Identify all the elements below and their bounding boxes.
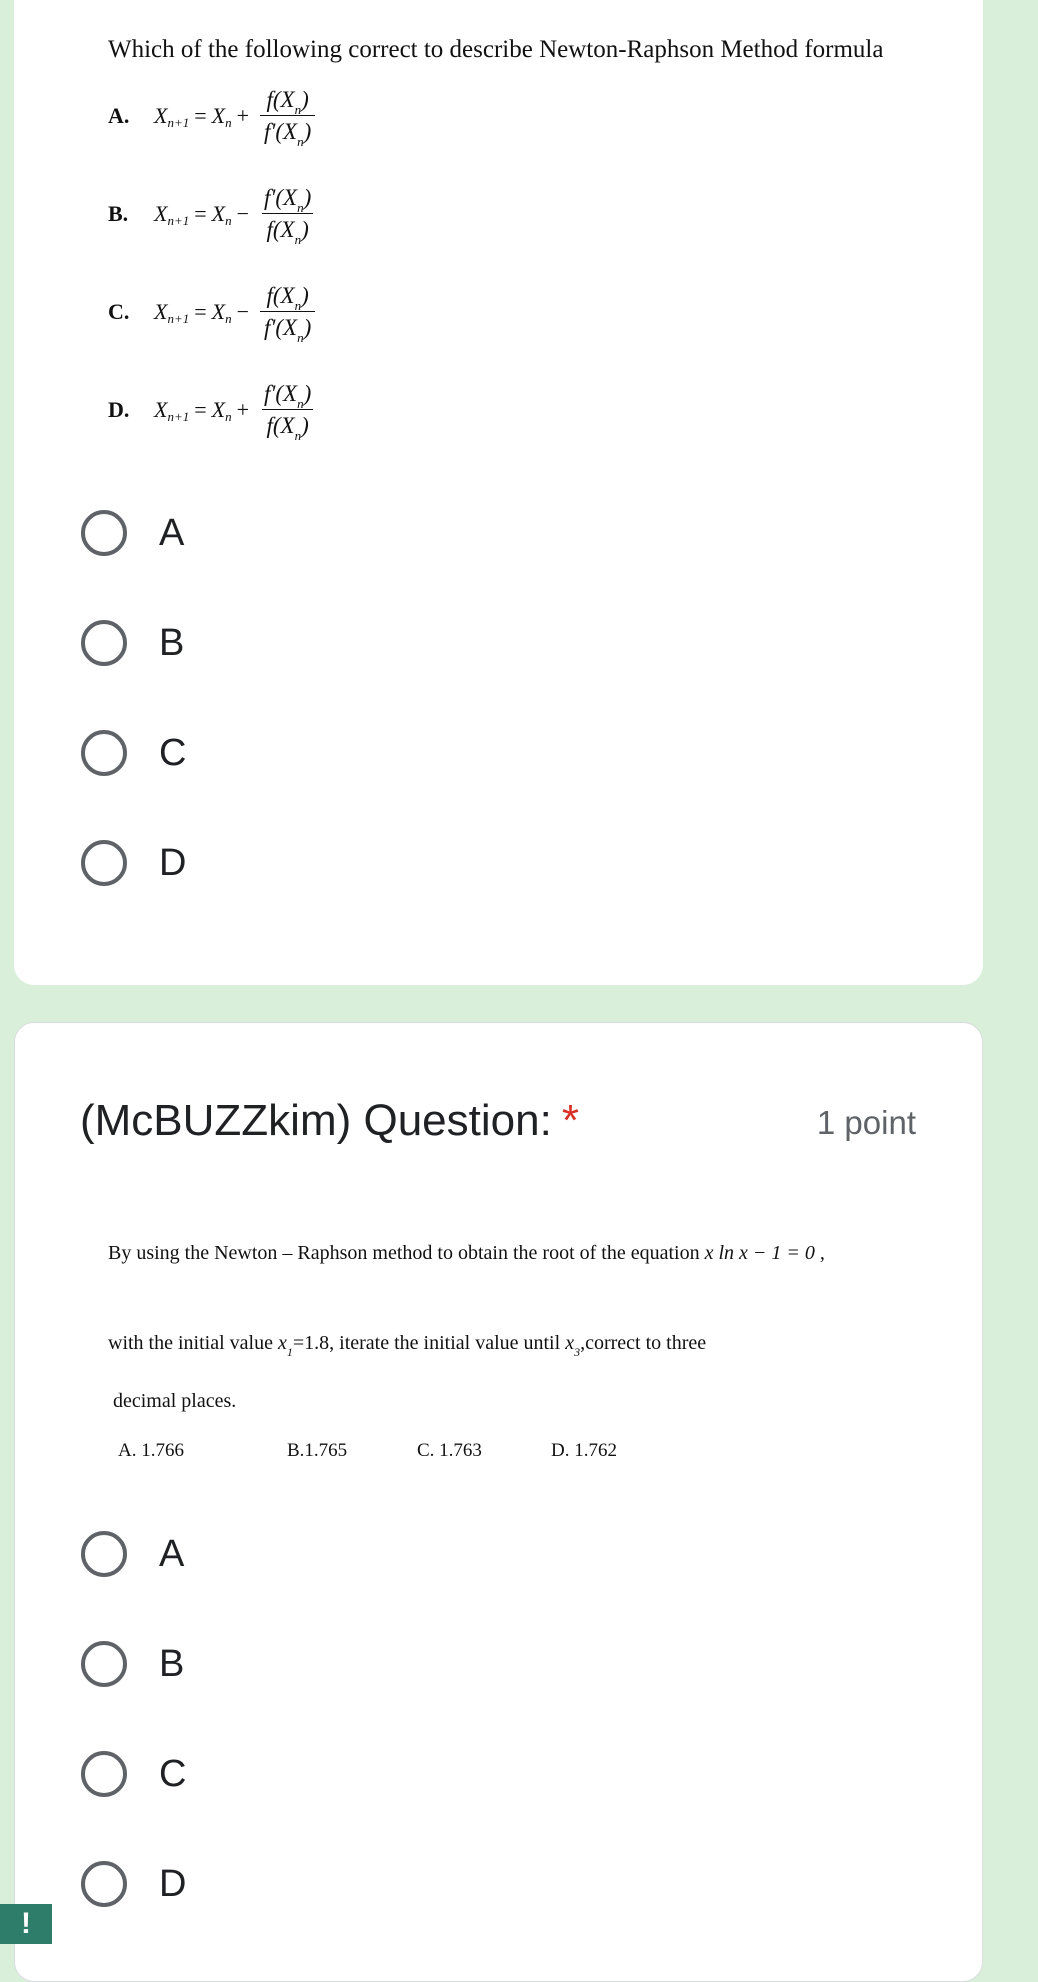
option-label: D [159,841,187,884]
q1-option-d[interactable] [81,840,186,886]
q1-option-a[interactable] [81,510,184,556]
question-2-line-2 [108,1332,707,1359]
formula-fraction: $\frac{f'(X_n)}{f(X_n)}$ [264,381,312,443]
line-text: By using the Newton – Raphson method to obtain the root of the equation [108,1242,700,1264]
option-label: D [159,1862,187,1905]
formula-letter: C. [108,298,130,324]
choice-c: C. 1.763 [417,1440,482,1461]
formula-option-a: A. X n+1 = X n + $\frac{f(X_n)}{f'(X_n)}$ [108,88,315,143]
radio-button[interactable] [81,1751,127,1797]
choice-b: B.1.765 [287,1440,348,1461]
option-label: C [159,1752,187,1795]
formula-letter: A. [108,102,130,128]
question-card-1 [14,0,983,985]
fraction-numerator-end: ) [301,283,309,308]
variable-subscript: 1 [286,1345,293,1359]
formula-fraction: $\frac{f'(X_n)}{f(X_n)}$ [264,185,312,247]
radio-button[interactable] [81,840,127,886]
variable-x3: x [565,1332,575,1354]
option-label: B [159,1642,185,1685]
choice-d: D. 1.762 [551,1440,617,1461]
option-label: C [159,731,187,774]
question-points: 1 point [816,1104,916,1141]
q2-option-a[interactable] [81,1531,184,1577]
formula-fraction: $\frac{f(X_n)}{f'(X_n)}$ [260,88,315,143]
radio-button[interactable] [81,1861,127,1907]
equation-text: x ln x − 1 = 0 , [704,1242,825,1264]
question-1-text: Which of the following correct to describe Newton-Raphson Method formula [108,36,884,63]
fraction-denominator-end: ) [303,315,312,340]
formula-operator: − [236,200,250,226]
fraction-numerator-end: ) [301,87,309,112]
option-label: A [159,511,185,554]
fraction-denominator: f'(X [264,315,298,340]
question-2-line-3: decimal places. [113,1390,237,1412]
q2-option-d[interactable] [81,1861,186,1907]
question-2-title [80,1096,579,1146]
fraction-denominator-end: ) [303,119,312,144]
fraction-numerator: f(X [266,87,295,112]
required-asterisk: * [561,1096,579,1145]
fraction-numerator: f(X [266,283,295,308]
line-text: =1.8, iterate the initial value until [292,1332,561,1354]
radio-button[interactable] [81,510,127,556]
formula-option-c: C. X n+1 = X n − $\frac{f(X_n)}{f'(X_n)}$ [108,284,315,339]
fraction-numerator: f'(X [264,381,298,406]
fraction-denominator-end: ) [301,217,309,242]
fraction-numerator-end: ) [303,381,312,406]
formula-option-d: D. X n+1 = X n + $\frac{f'(X_n)}{f(X_n)}$ [108,382,315,437]
choice-a: A. 1.766 [118,1440,184,1461]
formula-fraction: $\frac{f(X_n)}{f'(X_n)}$ [260,284,315,339]
line-text: with the initial value [108,1332,273,1354]
question-card-2 [14,1022,983,1982]
radio-button[interactable] [81,620,127,666]
fraction-numerator: f'(X [264,185,298,210]
fraction-denominator-end: ) [301,413,309,438]
q1-option-b[interactable] [81,620,184,666]
formula-operator: − [236,298,250,324]
formula-operator: + [236,102,250,128]
q1-option-c[interactable] [81,730,186,776]
variable-subscript: 3 [574,1345,581,1359]
question-2-line-1 [108,1242,825,1265]
formula-letter: D. [108,396,130,422]
radio-button[interactable] [81,1531,127,1577]
fraction-denominator: f'(X [264,119,298,144]
fraction-denominator: f(X [266,413,295,438]
report-issue-button[interactable]: ! [0,1904,52,1944]
q2-option-b[interactable] [81,1641,184,1687]
option-label: A [159,1532,185,1575]
variable-x1: x [277,1332,287,1354]
q2-option-c[interactable] [81,1751,186,1797]
fraction-numerator-end: ) [303,185,312,210]
fraction-denominator: f(X [266,217,295,242]
radio-button[interactable] [81,730,127,776]
radio-button[interactable] [81,1641,127,1687]
question-title-text: (McBUZZkim) Question: [80,1096,552,1145]
option-label: B [159,621,185,664]
formula-letter: B. [108,200,129,226]
formula-option-b: B. X n+1 = X n − $\frac{f'(X_n)}{f(X_n)}$ [108,186,315,241]
line-text: ,correct to three [580,1332,707,1354]
formula-operator: + [236,396,250,422]
